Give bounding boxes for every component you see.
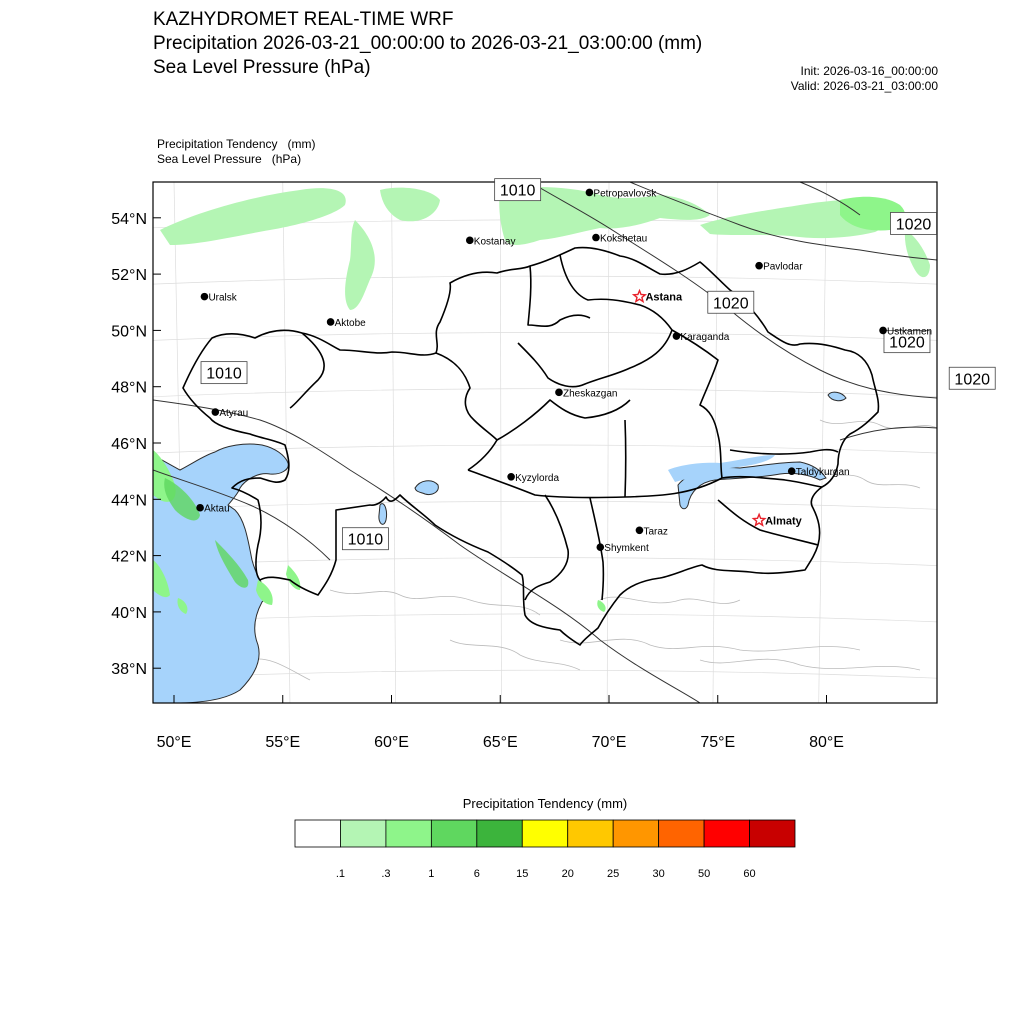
city-kostanay: [466, 236, 516, 247]
colorbar-swatch: [568, 820, 613, 847]
isobar-label-text: 1020: [895, 216, 932, 234]
isobar-label: [201, 362, 247, 384]
field-label-precip: Precipitation Tendency (mm): [157, 137, 316, 151]
colorbar-swatch: [431, 820, 476, 847]
valid-time: Valid: 2026-03-21_03:00:00: [790, 79, 938, 93]
city-karaganda: [673, 332, 730, 343]
lat-tick-label: 38°N: [111, 661, 147, 679]
init-time: Init: 2026-03-16_00:00:00: [800, 64, 938, 78]
city-taldykurgan: [788, 467, 850, 478]
lat-tick-label: 44°N: [111, 492, 147, 510]
city-dot-icon: [507, 473, 515, 481]
city-dot-icon: [879, 327, 887, 335]
lat-tick-label: 40°N: [111, 604, 147, 622]
city-label: Karaganda: [680, 332, 730, 344]
lat-tick-label: 46°N: [111, 436, 147, 453]
city-label: Ustkamen: [887, 326, 933, 338]
city-label: Taldykurgan: [795, 467, 850, 479]
lon-tick-label: 80°E: [809, 734, 844, 751]
city-petropavlovsk: [586, 188, 658, 199]
city-label: Petropavlovsk: [593, 188, 657, 200]
isobar-label: [708, 291, 754, 313]
city-dot-icon: [597, 543, 605, 551]
lon-tick-label: 65°E: [482, 734, 518, 751]
colorbar-label: .1: [335, 868, 346, 880]
colorbar-swatch: [522, 820, 567, 847]
city-zheskazgan: [555, 388, 617, 399]
city-label: Kyzylorda: [515, 472, 560, 484]
city-ustkamen: [879, 326, 932, 337]
lon-tick-label: 70°E: [591, 734, 627, 751]
city-label: Aktobe: [334, 317, 366, 329]
city-label: Taraz: [643, 526, 668, 538]
colorbar-swatch: [750, 820, 795, 847]
precip-title: Precipitation 2026-03-21_00:00:00 to 2026-03-21_03:00:00 (mm): [153, 33, 703, 54]
colorbar-swatch: [477, 820, 522, 847]
colorbar-swatch: [340, 820, 385, 847]
colorbar-label: 50: [697, 868, 711, 880]
main-title: KAZHYDROMET REAL-TIME WRF: [153, 9, 454, 30]
lat-tick-label: 42°N: [111, 548, 147, 566]
lon-tick-label: 75°E: [700, 734, 736, 751]
city-kyzylorda: [507, 473, 559, 484]
colorbar-label: 15: [516, 868, 529, 880]
city-dot-icon: [788, 467, 796, 475]
isobar-label: [495, 179, 541, 201]
city-pavlodar: [755, 262, 803, 273]
field-label-slp: Sea Level Pressure (hPa): [157, 152, 302, 166]
colorbar-label: 6: [473, 868, 480, 880]
city-label: Zheskazgan: [562, 388, 618, 400]
city-label: Aktau: [204, 503, 230, 515]
city-label: Uralsk: [208, 292, 237, 304]
lat-tick-label: 54°N: [111, 210, 147, 228]
city-label: Pavlodar: [763, 261, 803, 273]
city-dot-icon: [755, 262, 763, 270]
lat-tick-label: 48°N: [111, 379, 147, 397]
city-dot-icon: [592, 234, 600, 242]
city-label: Atyrau: [219, 408, 249, 420]
isobar-label: [342, 528, 388, 550]
lon-tick-label: 50°E: [156, 734, 192, 751]
city-label: Astana: [645, 291, 683, 304]
colorbar-swatch: [704, 820, 749, 847]
city-dot-icon: [586, 189, 594, 197]
lon-tick-label: 55°E: [265, 734, 301, 751]
city-dot-icon: [466, 237, 474, 245]
colorbar-swatch: [659, 820, 704, 847]
city-label: Shymkent: [604, 543, 649, 555]
colorbar-label: 1: [428, 868, 435, 880]
lat-tick-label: 52°N: [111, 267, 147, 285]
city-shymkent: [597, 543, 649, 554]
isobar-label-text: 1020: [954, 371, 991, 389]
city-dot-icon: [636, 526, 644, 534]
city-kokshetau: [592, 234, 647, 245]
lon-tick-label: 60°E: [374, 734, 409, 751]
isobar-label-text: 1020: [889, 334, 925, 352]
slp-title: Sea Level Pressure (hPa): [153, 57, 371, 78]
city-dot-icon: [327, 318, 335, 326]
city-dot-icon: [212, 408, 220, 416]
colorbar-label: 60: [743, 868, 756, 880]
colorbar-swatch: [386, 820, 431, 847]
isobar-label-text: 1020: [713, 295, 749, 313]
colorbar-label: 20: [561, 868, 574, 880]
colorbar: [295, 820, 795, 880]
city-label: Almaty: [765, 515, 802, 528]
city-label: Kostanay: [473, 236, 516, 248]
city-dot-icon: [555, 389, 563, 397]
city-dot-icon: [673, 332, 681, 340]
isobar-label: [891, 212, 937, 234]
colorbar-label: 30: [652, 868, 665, 880]
isobar-label-text: 1010: [499, 182, 536, 200]
colorbar-label: 25: [607, 868, 620, 880]
colorbar-swatch: [613, 820, 658, 847]
colorbar-swatch: [295, 820, 340, 847]
isobar-label-text: 1010: [206, 365, 242, 383]
colorbar-title: Precipitation Tendency (mm): [462, 796, 628, 811]
isobar-label: [949, 367, 995, 389]
city-dot-icon: [196, 504, 204, 512]
isobar-label-text: 1010: [347, 531, 384, 549]
colorbar-label: .3: [381, 868, 391, 880]
city-dot-icon: [201, 293, 209, 301]
lat-tick-label: 50°N: [111, 323, 147, 341]
city-label: Kokshetau: [599, 233, 648, 245]
map-plot-area: [153, 182, 937, 703]
